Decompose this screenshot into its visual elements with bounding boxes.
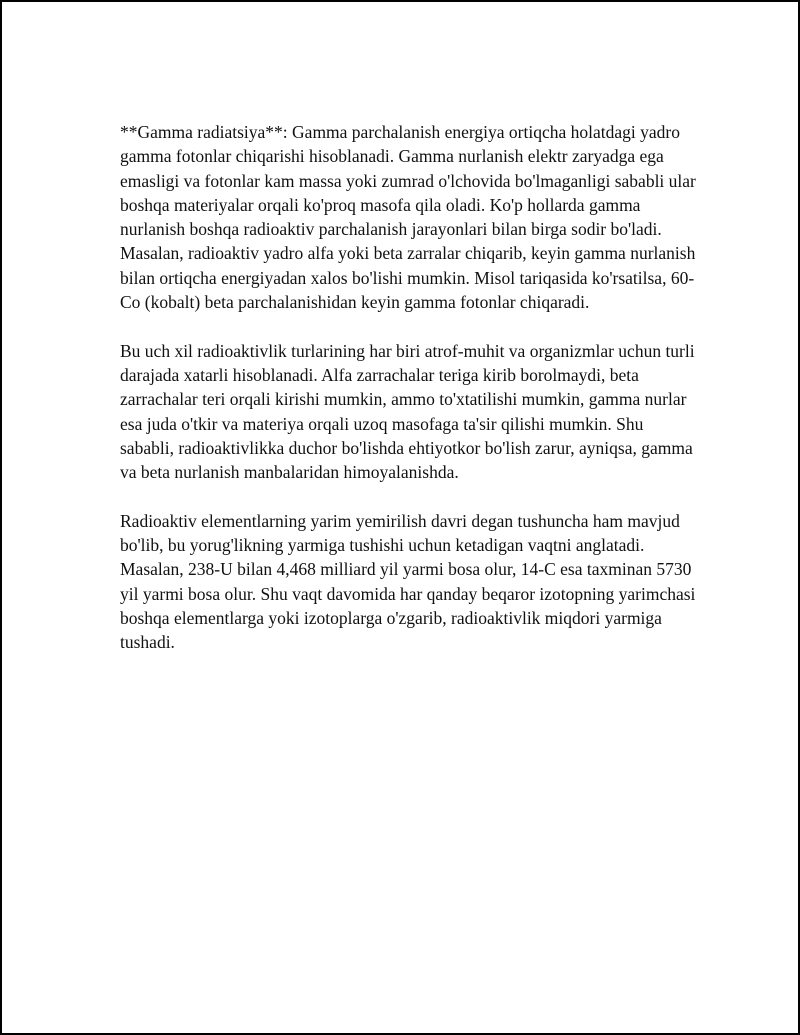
document-body <box>120 120 700 655</box>
paragraph-radioactivity-hazards: Bu uch xil radioaktivlik turlarining har biri atrof-muhit va organizmlar uchun turli darajada xatarli hisoblanadi. Alfa zarrachalar teriga kirib borolmaydi, beta zarrachalar teri orqali kirishi mumkin, ammo to'xtatilishi mumkin, gamma nurlar esa juda o'tkir va materiya orqali uzoq masofaga ta'sir qilishi mumkin. Shu sababli, radioaktivlikka duchor bo'lishda ehtiyotkor bo'lish zarur, ayniqsa, gamma va beta nurlanish manbalaridan himoyalanishda. <box>120 340 695 483</box>
paragraph-half-life: Radioaktiv elementlarning yarim yemirilish davri degan tushuncha ham mavjud bo'lib, bu yorug'likning yarmiga tushishi uchun ketadigan vaqtni anglatadi. Masalan, 238-U bilan 4,468 milliard yil yarmi bosa olur, 14-C esa taxminan 5730 yil yarmi bosa olur. Shu vaqt davomida har qanday beqaror izotopning yarimchasi boshqa elementlarga yoki izotoplarga o'zgarib, radioaktivlik miqdori yarmiga tushadi. <box>120 510 696 653</box>
paragraph-gamma-radiation: **Gamma radiatsiya**: Gamma parchalanish energiya ortiqcha holatdagi yadro gamma fotonlar chiqarishi hisoblanadi. Gamma nurlanish elektr zaryadga ega emasligi va fotonlar kam massa yoki zumrad o'lchovida bo'lmaganligi sababli ular boshqa materiyalar orqali ko'proq masofa qila oladi. Ko'p hollarda gamma nurlanish boshqa radioaktiv parchalanish jarayonlari bilan birga sodir bo'ladi. Masalan, radioaktiv yadro alfa yoki beta zarralar chiqarib, keyin gamma nurlanish bilan ortiqcha energiyadan xalos bo'lishi mumkin. Misol tariqasida ko'rsatilsa, 60-Co (kobalt) beta parchalanishidan keyin gamma fotonlar chiqaradi. <box>120 122 696 313</box>
